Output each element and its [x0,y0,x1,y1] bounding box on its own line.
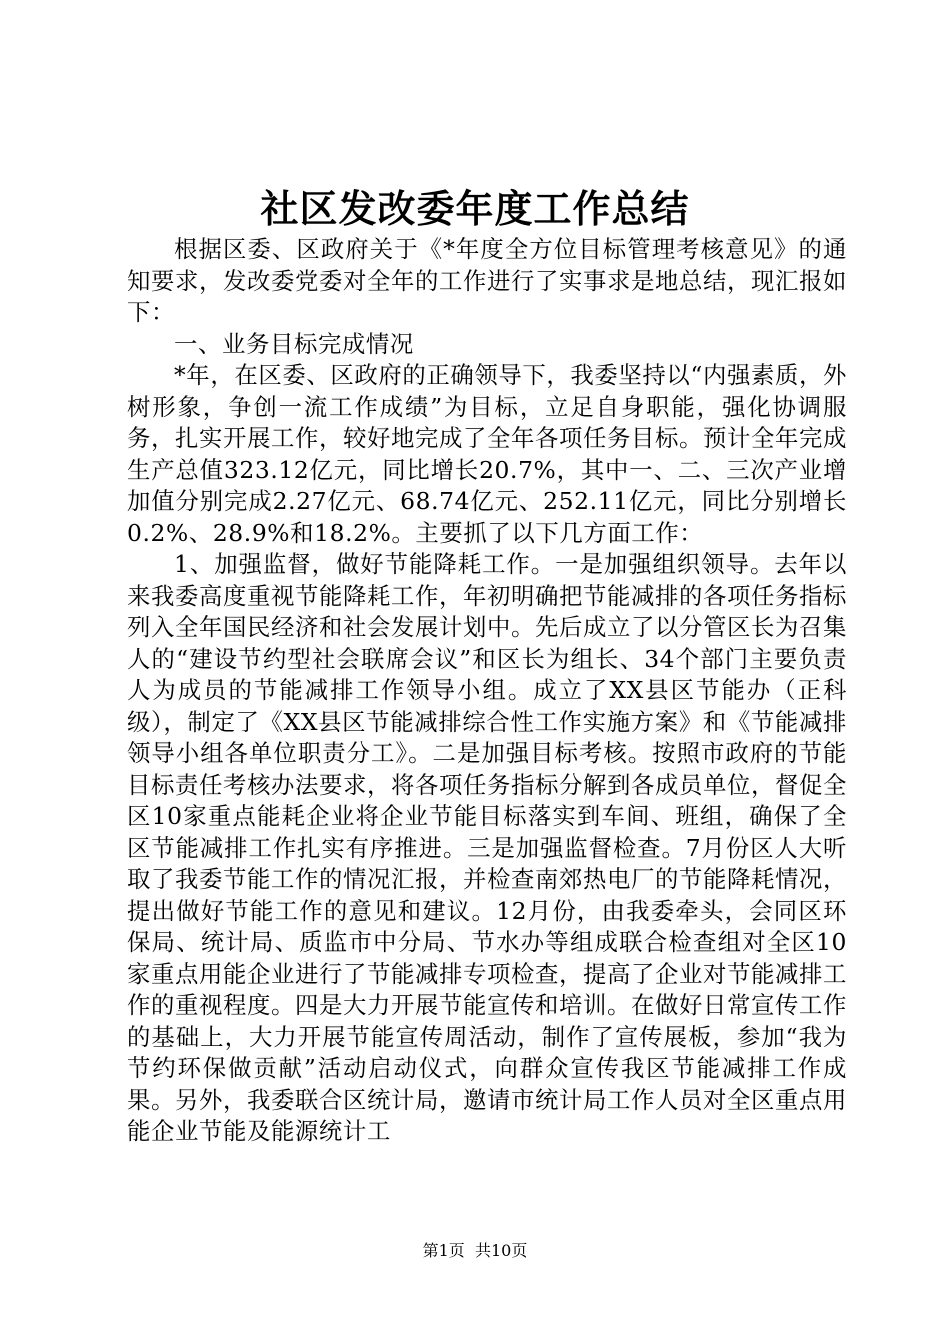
document-title: 社区发改委年度工作总结 [260,186,690,231]
document-body [127,234,847,1148]
section-heading: 一、业务目标完成情况 [174,329,414,358]
page-total: 共10页 [474,1241,528,1260]
paragraph-energy-saving: 1、加强监督，做好节能降耗工作。一是加强组织领导。去年以来我委高度重视节能降耗工作，年初明确把节能减排的各项任务指标列入全年国民经济和社会发展计划中。先后成立了以分管区长为召集人的“建设节约型社会联席会议”和区长为组长、34个部门主要负责人为成员的节能减排工作领导小组。成立了XX县区节能办（正科级），制定了《XX县区节能减排综合性工作实施方案》和《节能减排领导小组各单位职责分工》。二是加强目标考核。按照市政府的节能目标责任考核办法要求，将各项任务指标分解到各成员单位，督促全区10家重点能耗企业将企业节能目标落实到车间、班组，确保了全区节能减排工作扎实有序推进。三是加强监督检查。7月份区人大听取了我委节能工作的情况汇报，并检查南郊热电厂的节能降耗情况，提出做好节能工作的意见和建议。12月份，由我委牵头，会同区环保局、统计局、质监市中分局、节水办等组成联合检查组对全区10家重点用能企业进行了节能减排专项检查，提高了企业对节能减排工作的重视程度。四是大力开展节能宣传和培训。在做好日常宣传工作的基础上，大力开展节能宣传周活动，制作了宣传展板，参加“我为节约环保做贡献”活动启动仪式，向群众宣传我区节能减排工作成果。另外，我委联合区统计局，邀请市统计局工作人员对全区重点用能企业节能及能源统计工 [127,550,847,1145]
page-number: 第1页 [422,1241,465,1260]
paragraph-overview: *年，在区委、区政府的正确领导下，我委坚持以“内强素质，外树形象，争创一流工作成绩”为目标，立足自身职能，强化协调服务，扎实开展工作，较好地完成了全年各项任务目标。预计全年完成生产总值323.12亿元，同比增长20.7%，其中一、二、三次产业增加值分别完成2.27亿元、68.74亿元、252.11亿元，同比分别增长0.2%、28.9%和18.2%。主要抓了以下几方面工作： [127,361,847,547]
paragraph-intro: 根据区委、区政府关于《*年度全方位目标管理考核意见》的通知要求，发改委党委对全年的工作进行了实事求是地总结，现汇报如下： [127,235,847,326]
footer-separator [465,1241,475,1260]
page-footer [0,1240,950,1262]
